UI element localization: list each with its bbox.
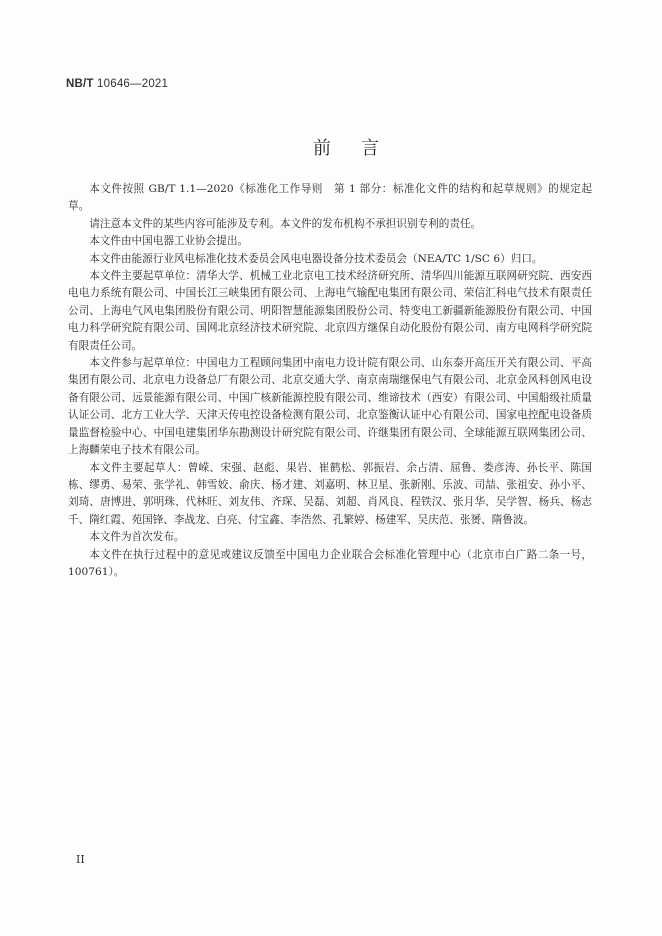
paragraph-patent-notice: 请注意本文件的某些内容可能涉及专利。本文件的发布机构不承担识别专利的责任。	[89, 217, 482, 230]
paragraph-main-drafters: 本文件主要起草人：曾嵘、宋强、赵彪、果岩、崔鹤松、郭振岩、余占清、屈鲁、娄彦涛、孙长平、陈国栋、缪勇、易荣、张学礼、韩雪姣、俞庆、杨才建、刘嘉明、林卫星、张新刚、乐波、司喆、张祖安、孙小平、刘琦、唐博进、郭明珠、代林旺、刘友伟、齐琛、吴磊、刘超、肖风良、程铁汉、张月华、吴学智、杨兵、杨志千、隋红霞、苑国锋、李战龙、白亮、付宝鑫、李浩然、孔繁婷、杨建军、吴庆范、张赟、隋鲁波。	[68, 461, 592, 526]
standard-code: 10646—2021	[97, 78, 169, 90]
paragraph-drafting-rules: 本文件按照 GB/T 1.1—2020《标准化工作导则 第 1 部分：标准化文件的结构和起草规则》的规定起草。	[68, 183, 592, 213]
foreword-body	[68, 181, 592, 581]
paragraph-first-release: 本文件为首次发布。	[89, 531, 185, 544]
page-title: 前言	[313, 138, 409, 159]
page-number: II	[76, 853, 85, 866]
paragraph-main-drafting-units: 本文件主要起草单位：清华大学、机械工业北京电工技术经济研究所、清华四川能源互联网研究院、西安西电电力系统有限公司、中国长江三峡集团有限公司、上海电气输配电集团有限公司、荣信汇科电气技术有限责任公司、上海电气风电集团股份有限公司、明阳智慧能源集团股份公司、特变电工新疆新能源股份有限公司、中国电力科学研究院有限公司、国网北京经济技术研究院、北京四方继保自动化股份有限公司、南方电网科学研究院有限责任公司。	[68, 270, 592, 352]
paragraph-feedback-contact: 本文件在执行过程中的意见或建议反馈至中国电力企业联合会标准化管理中心（北京市白广路二条一号，100761）。	[68, 548, 592, 578]
standard-number	[66, 78, 168, 90]
paragraph-proposer: 本文件由中国电器工业协会提出。	[89, 235, 249, 248]
standard-prefix: NB/T	[66, 78, 94, 90]
paragraph-committee: 本文件由能源行业风电标准化技术委员会风电电器设备分技术委员会（NEA/TC 1/SC 6）归口。	[89, 252, 543, 265]
paragraph-participating-units: 本文件参与起草单位：中国电力工程顾问集团中南电力设计院有限公司、山东泰开高压开关有限公司、平高集团有限公司、北京电力设备总厂有限公司、北京交通大学、南京南瑞继保电气有限公司、北京金风科创风电设备有限公司、远景能源有限公司、中国广核新能源控股有限公司、维谛技术（西安）有限公司、中国船级社质量认证公司、北方工业大学、天津天传电控设备检测有限公司、北京鉴衡认证中心有限公司、国家电控配电设备质量监督检验中心、中国电建集团华东勘测设计研究院有限公司、许继集团有限公司、全球能源互联网集团公司、上海麟荣电子技术有限公司。	[68, 357, 592, 457]
